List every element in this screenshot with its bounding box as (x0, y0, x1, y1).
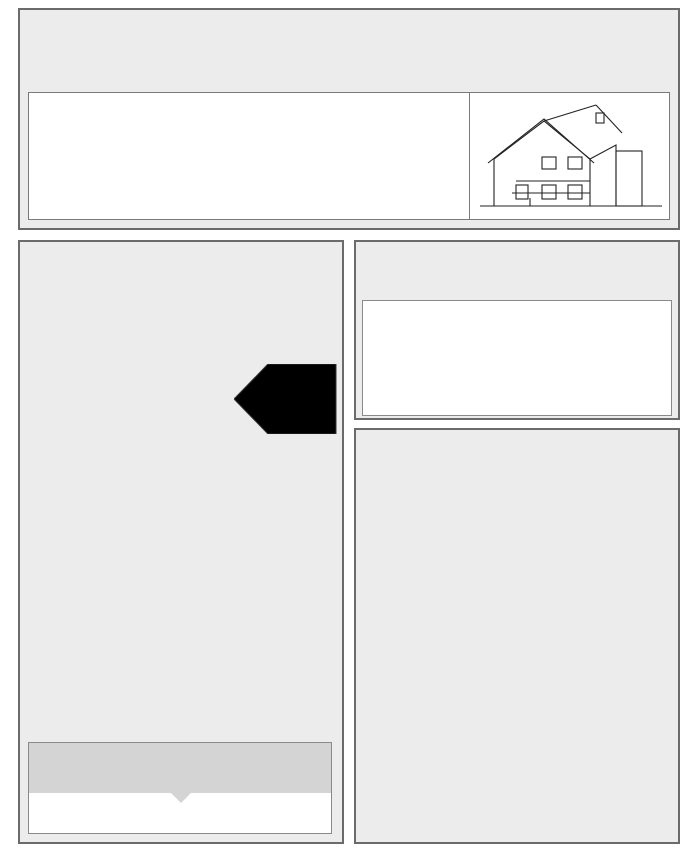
info-street (45, 107, 128, 118)
legend-item (371, 343, 385, 352)
legend-swatch (371, 313, 380, 322)
house-drawing-icon (469, 93, 671, 219)
legend-swatch (371, 328, 380, 337)
legend-swatch (371, 343, 380, 352)
legend-item (371, 313, 385, 322)
requirements-notch (171, 793, 191, 803)
legend-item (371, 328, 385, 337)
info-postcode (45, 131, 128, 142)
indicators-panel (354, 428, 680, 844)
energy-distribution-panel (354, 240, 680, 420)
classification-panel (18, 240, 344, 844)
requirements-box (28, 742, 332, 834)
info-building-type (45, 179, 128, 190)
info-area (45, 203, 54, 214)
requirements-heading (29, 743, 331, 793)
header-panel (18, 8, 680, 230)
building-info (28, 92, 670, 220)
class-result-badge (234, 364, 338, 434)
energy-pie-chart (559, 305, 665, 411)
distribution-chart-area (362, 300, 672, 416)
info-parcel (45, 155, 128, 166)
